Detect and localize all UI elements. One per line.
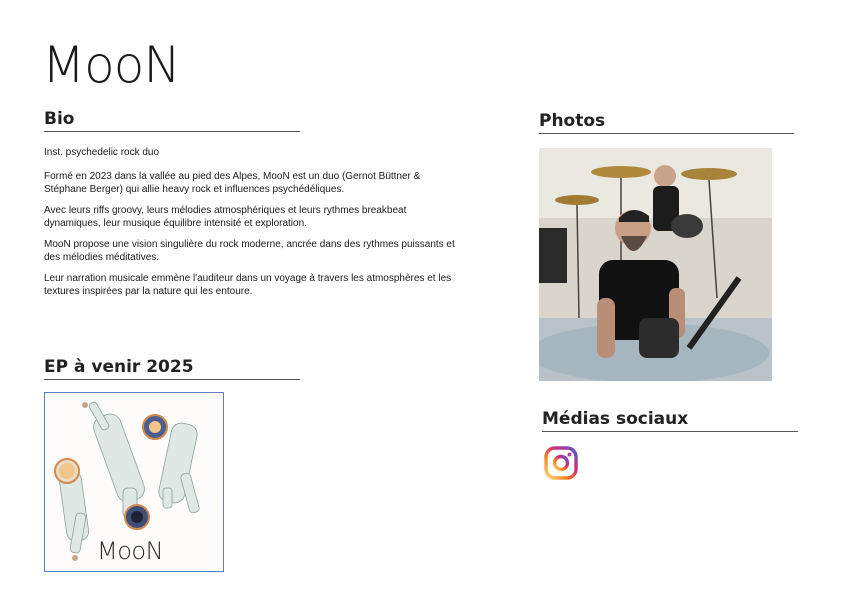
bio-text bbox=[44, 146, 459, 306]
cover-title: MooN bbox=[97, 537, 164, 565]
site-logo[interactable]: MooN bbox=[42, 36, 180, 94]
instagram-icon[interactable] bbox=[544, 446, 578, 480]
band-photo[interactable] bbox=[539, 148, 772, 381]
bio-heading: Bio bbox=[44, 109, 300, 132]
bio-paragraph: Leur narration musicale emmène l'auditeur dans un voyage à travers les atmosphères et les textures inspirées par la nature qui les entoure. bbox=[44, 273, 452, 297]
bio-paragraph: Avec leurs riffs groovy, leurs mélodies atmosphériques et leurs rythmes breakbeat dynamiques, leur musique équilibre intensité et exploration. bbox=[44, 205, 407, 229]
band-photo-illustration bbox=[539, 148, 772, 381]
photos-heading: Photos bbox=[539, 111, 794, 134]
social-heading: Médias sociaux bbox=[542, 409, 798, 432]
bio-paragraph: Formé en 2023 dans la vallée au pied des Alpes, MooN est un duo (Gernot Büttner & Stéphane Berger) qui allie heavy rock et influences psychédéliques. bbox=[44, 171, 421, 195]
ep-cover-image[interactable] bbox=[44, 392, 224, 572]
bio-tagline: Inst. psychedelic rock duo bbox=[44, 147, 160, 158]
bio-paragraph: MooN propose une vision singulière du rock moderne, ancrée dans des rythmes puissants et des mélodies méditatives. bbox=[44, 239, 455, 263]
ep-heading: EP à venir 2025 bbox=[44, 357, 300, 380]
